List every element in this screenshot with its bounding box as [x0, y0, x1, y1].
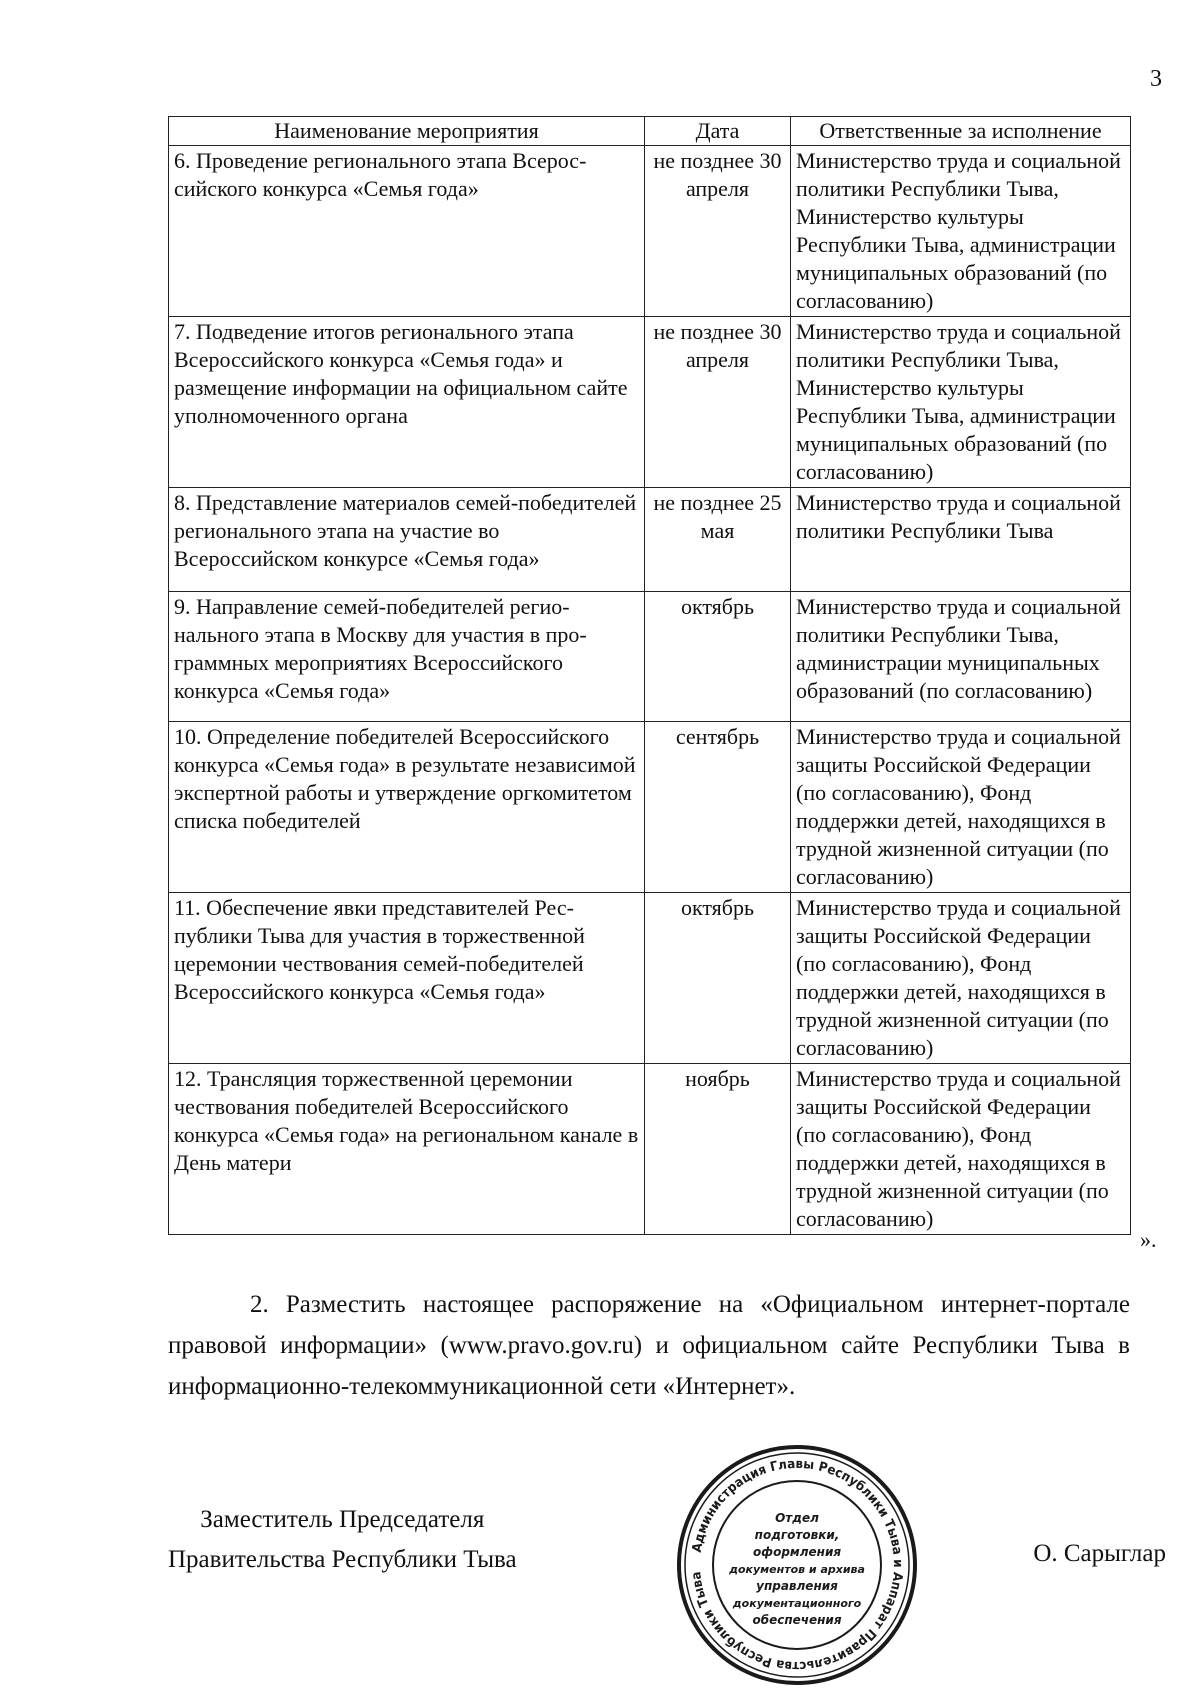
- event-cell: 8. Представление материалов семей-победителей регионального этапа на участие во Всероссийском конкурсе «Семья года»: [169, 488, 645, 592]
- event-cell: 12. Трансляция торжественной церемонии чествования победителей Всероссийского конкурса «Семья года» на региональном канале в День матери: [169, 1064, 645, 1235]
- page-number: 3: [1150, 66, 1162, 92]
- signature-title-line1: Заместитель Председателя: [200, 1506, 485, 1533]
- header-responsible: Ответственные за исполнение: [791, 117, 1131, 146]
- responsible-cell: Министерство труда и социальной политики Республики Тыва, Министерство культуры Республики Тыва, администрации муниципальных образований (по согласованию): [791, 317, 1131, 488]
- table-row: [169, 893, 1131, 1064]
- date-cell: ноябрь: [645, 1064, 791, 1235]
- event-cell: 9. Направление семей-победителей регионального этапа в Москву для участия в программных мероприятиях Всероссийского конкурса «Семья года»: [169, 592, 645, 722]
- stamp-ring-text: Администрация Главы Республики Тыва и Аппарат Правительства Республики Тыва: [689, 1456, 906, 1674]
- date-cell: не позднее 25 мая: [645, 488, 791, 592]
- date-cell: не позднее 30 апреля: [645, 146, 791, 317]
- stamp-center-line: Отдел: [775, 1511, 819, 1525]
- signature-title: [168, 1500, 517, 1580]
- header-date: Дата: [645, 117, 791, 146]
- responsible-cell: Министерство труда и социальной политики Республики Тыва, администрации муниципальных образований (по согласованию): [791, 592, 1131, 722]
- stamp-center-line: оформления: [752, 1545, 842, 1559]
- stamp-center-line: подготовки,: [754, 1528, 840, 1542]
- stamp-center-text: [728, 1511, 865, 1627]
- table-row: [169, 592, 1131, 722]
- official-stamp: [672, 1440, 922, 1690]
- date-cell: не позднее 30 апреля: [645, 317, 791, 488]
- date-cell: сентябрь: [645, 722, 791, 893]
- table-header-row: [169, 117, 1131, 146]
- event-cell: 7. Подведение итогов регионального этапа Всероссийского конкурса «Семья года» и размещение информации на официальном сайте уполномоченного органа: [169, 317, 645, 488]
- events-table: [168, 116, 1131, 1235]
- header-event: Наименование мероприятия: [169, 117, 645, 146]
- table-row: [169, 722, 1131, 893]
- stamp-center-line: обеспечения: [752, 1613, 842, 1627]
- event-cell: 10. Определение победителей Всероссийского конкурса «Семья года» в результате независимой экспертной работы и утверждение оргкомитетом списка победителей: [169, 722, 645, 893]
- table-row: [169, 317, 1131, 488]
- event-cell: 11. Обеспечение явки представителей Республики Тыва для участия в торжественной церемонии чествования семей-победителей Всероссийского конкурса «Семья года»: [169, 893, 645, 1064]
- table-row: [169, 146, 1131, 317]
- paragraph-2: [168, 1284, 1130, 1407]
- date-cell: октябрь: [645, 893, 791, 1064]
- stamp-center-line: управления: [756, 1579, 838, 1593]
- date-cell: октябрь: [645, 592, 791, 722]
- signature-title-line2: Правительства Республики Тыва: [168, 1546, 517, 1573]
- signature-name: О. Сарыглар: [1033, 1540, 1166, 1567]
- stamp-center-line: документов и архива: [729, 1563, 865, 1576]
- responsible-cell: Министерство труда и социальной политики Республики Тыва: [791, 488, 1131, 592]
- responsible-cell: Министерство труда и социальной защиты Российской Федерации (по согласованию), Фонд поддержки детей, находящихся в трудной жизненной ситуации (по согласованию): [791, 893, 1131, 1064]
- table-row: [169, 488, 1131, 592]
- table-row: [169, 1064, 1131, 1235]
- stamp-center-line: документационного: [732, 1597, 862, 1610]
- responsible-cell: Министерство труда и социальной защиты Российской Федерации (по согласованию), Фонд поддержки детей, находящихся в трудной жизненной ситуации (по согласованию): [791, 1064, 1131, 1235]
- closing-quote: ».: [1140, 1227, 1157, 1252]
- responsible-cell: Министерство труда и социальной защиты Российской Федерации (по согласованию), Фонд поддержки детей, находящихся в трудной жизненной ситуации (по согласованию): [791, 722, 1131, 893]
- paragraph-2-text: 2. Разместить настоящее распоряжение на «Официальном интернет-портале правовой информации» (www.pravo.gov.ru) и официальном сайте Республики Тыва в информационно-телекоммуникационной сети «Интернет».: [168, 1291, 1130, 1400]
- event-cell: 6. Проведение регионального этапа Всероссийского конкурса «Семья года»: [169, 146, 645, 317]
- responsible-cell: Министерство труда и социальной политики Республики Тыва, Министерство культуры Республики Тыва, администрации муниципальных образований (по согласованию): [791, 146, 1131, 317]
